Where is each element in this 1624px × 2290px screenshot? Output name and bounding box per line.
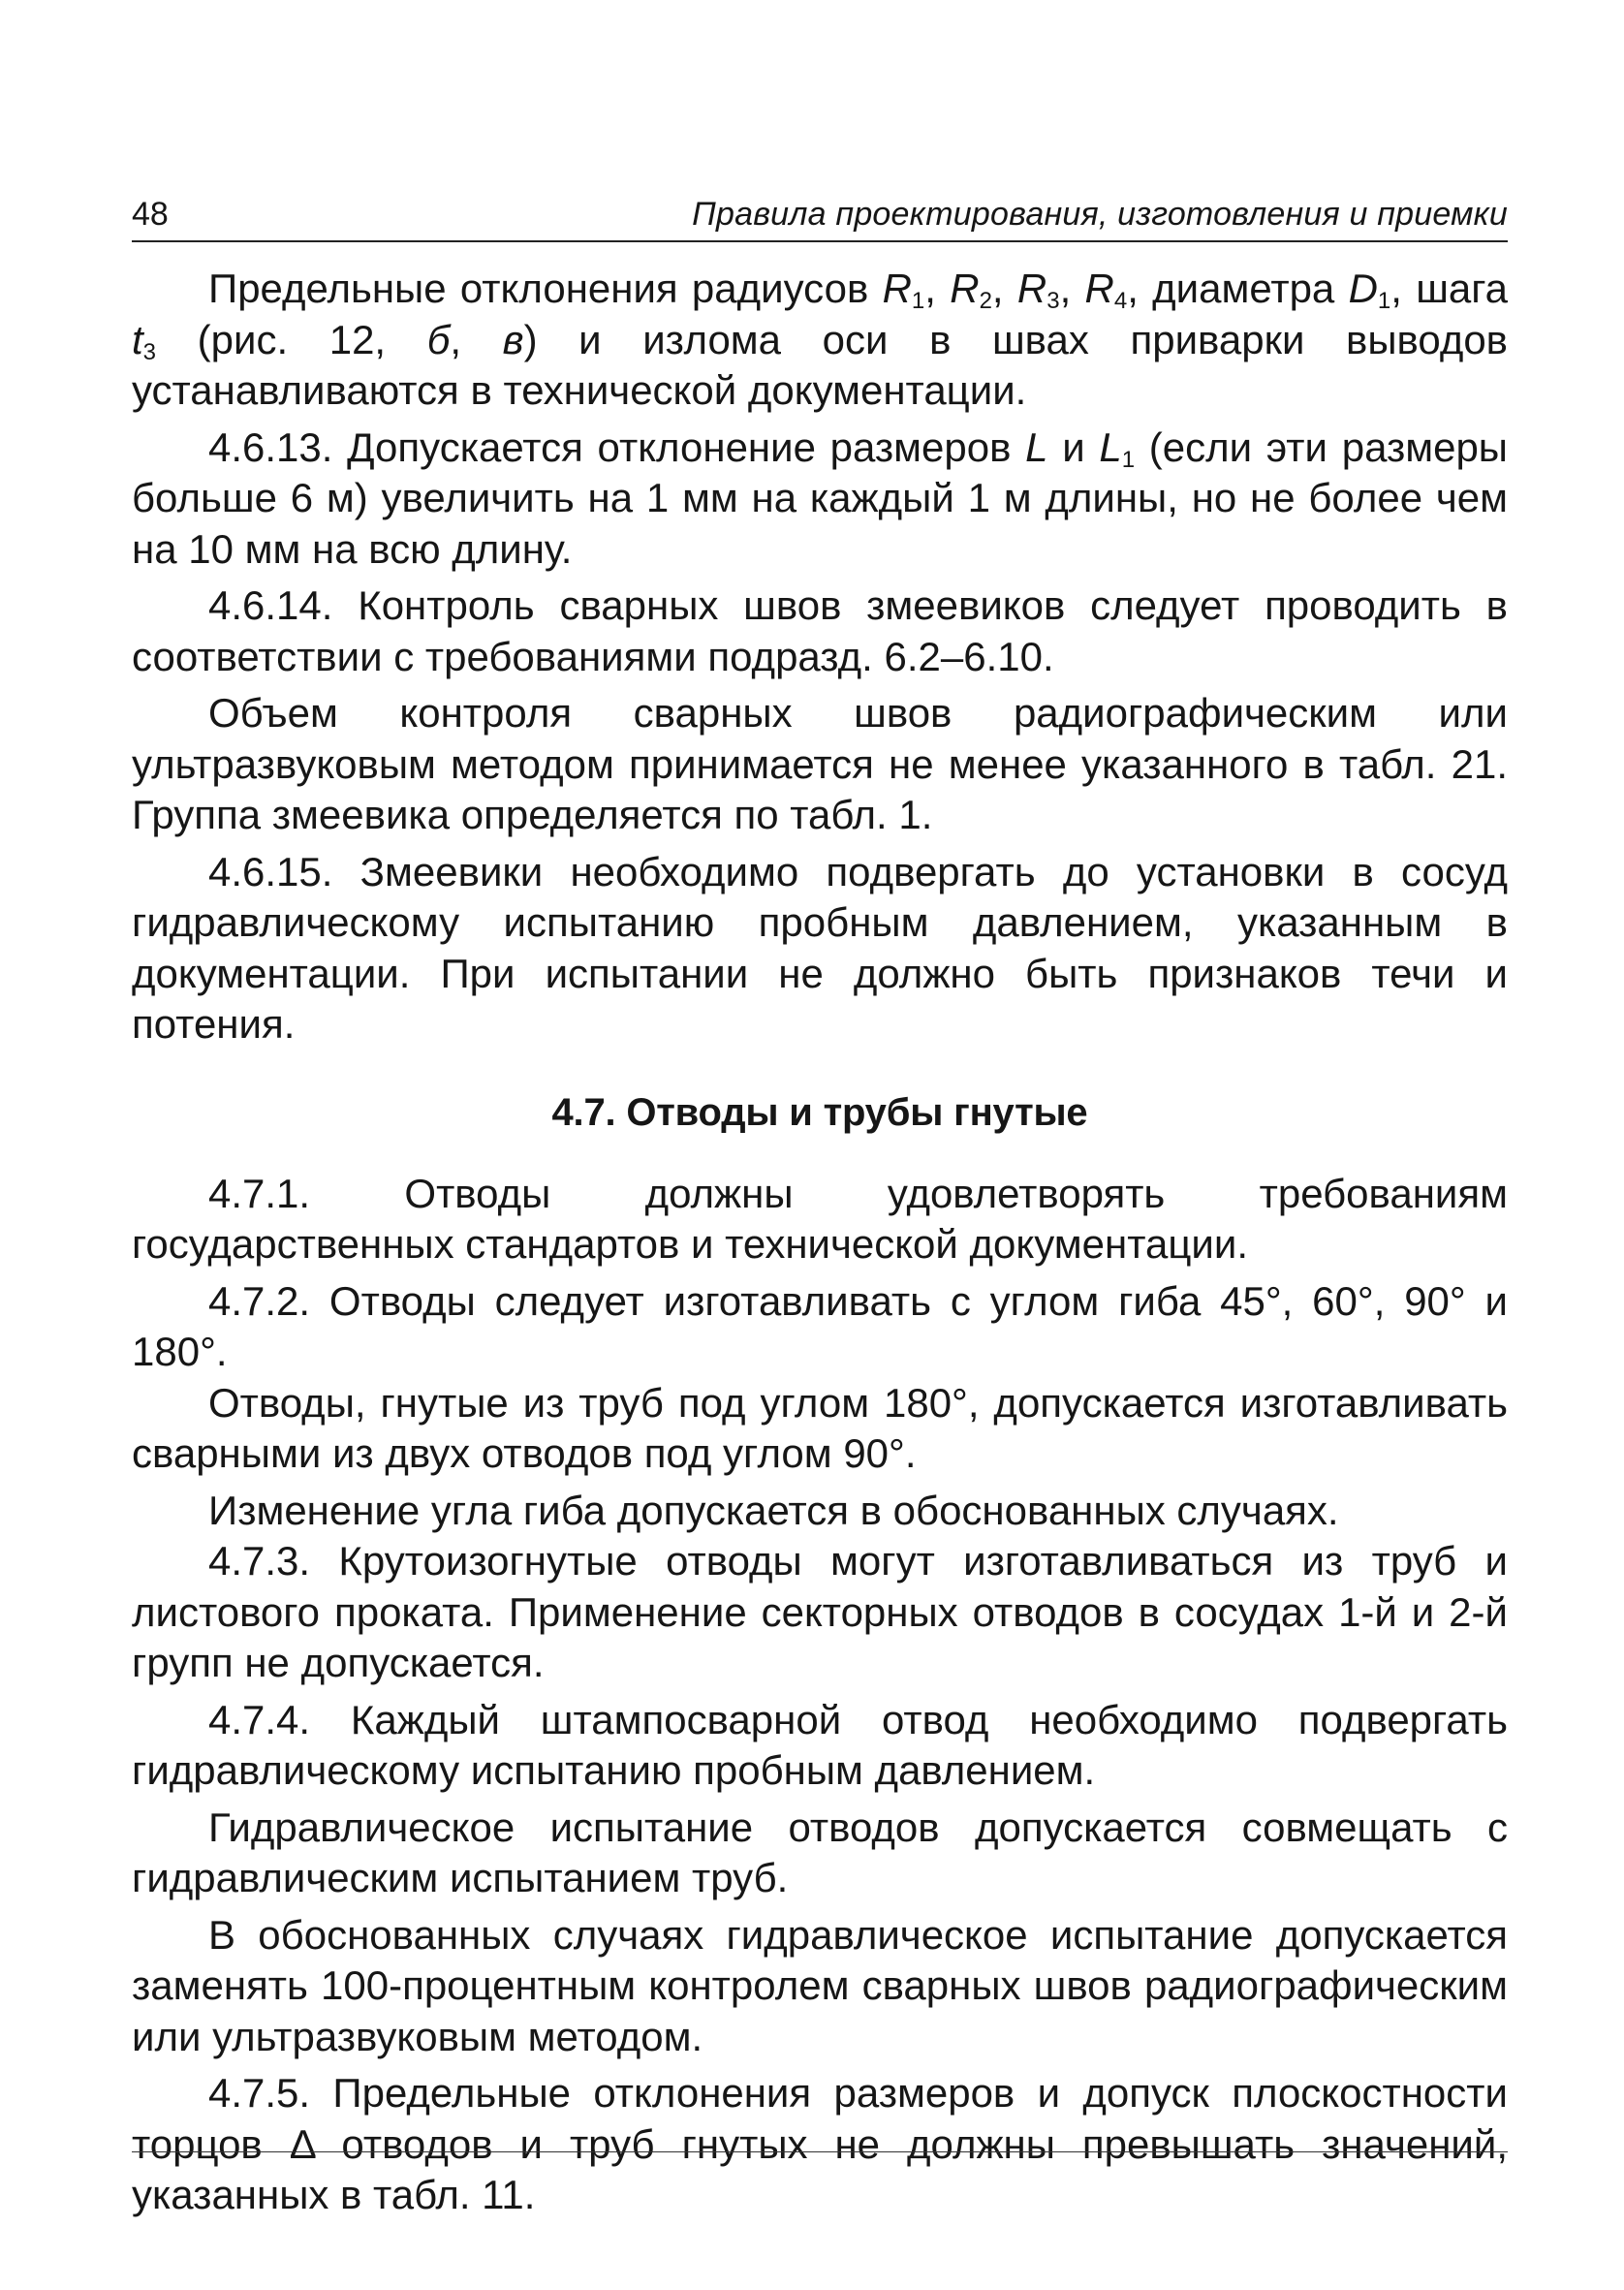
paragraph-4-6-14: 4.6.14. Контроль сварных швов змеевиков следует проводить в соответствии с требованиями подразд. 6.2–6.10.: [132, 582, 1508, 679]
paragraph-4-6-15: 4.6.15. Змеевики необходимо подвергать до установки в сосуд гидравлическому испытанию пробным давлением, указанным в документации. При испытании не должно быть признаков течи и потения.: [132, 848, 1508, 1047]
running-title: Правила проектирования, изготовления и приемки: [692, 196, 1508, 233]
page-content: [132, 264, 1508, 2227]
paragraph-4-7-2: 4.7.2. Отводы следует изготавливать с углом гиба 45°, 60°, 90° и 180°.: [132, 1277, 1508, 1374]
footer-rule: [132, 2151, 1508, 2152]
paragraph-4-7-5: 4.7.5. Предельные отклонения размеров и допуск плоскостности торцов Δ отводов и труб гнутых не должны превышать значений, указанных в табл. 11.: [132, 2070, 1508, 2217]
paragraph-4-7-4: 4.7.4. Каждый штампосварной отвод необходимо подвергать гидравлическому испытанию пробным давлением.: [132, 1696, 1508, 1793]
page-number: 48: [132, 196, 169, 233]
header-rule: [132, 240, 1508, 242]
paragraph-angle-change: Изменение угла гиба допускается в обоснованных случаях.: [208, 1487, 1339, 1533]
paragraph-4-7-1: 4.7.1. Отводы должны удовлетворять требованиям государственных стандартов и технической документации.: [132, 1170, 1508, 1267]
section-heading: 4.7. Отводы и трубы гнутые: [551, 1090, 1088, 1134]
paragraph-hydraulic-replace: В обоснованных случаях гидравлическое испытание допускается заменять 100-процентным контролем сварных швов радиографическим или ультразвуковым методом.: [132, 1911, 1508, 2059]
running-head: [132, 194, 1508, 235]
paragraph-hydraulic-combined: Гидравлическое испытание отводов допускается совмещать с гидравлическим испытанием труб.: [132, 1804, 1508, 1900]
paragraph-4-6-13: 4.6.13. Допускается отклонение размеров L и $L_1$ (если эти размеры больше 6 м) увеличить на 1 мм на каждый 1 м длины, но не более чем на 10 мм на всю длину.: [132, 423, 1508, 572]
paragraph-4-7-3: 4.7.3. Крутоизогнутые отводы могут изготавливаться из труб и листового проката. Применение секторных отводов в сосудах 1-й и 2-й групп не допускается.: [132, 1538, 1508, 1685]
paragraph-control-volume: Объем контроля сварных швов радиографическим или ультразвуковым методом принимается не менее указанного в табл. 21. Группа змеевика определяется по табл. 1.: [132, 690, 1508, 837]
paragraph-tolerances: Предельные отклонения радиусов $R_1$, $R_2$, $R_3$, $R_4$, диаметра $D_1$, шага $t_3$ (рис. 12, б, в) и излома оси в швах приварки выводов устанавливаются в технической документации.: [132, 266, 1509, 413]
paragraph-bends-180: Отводы, гнутые из труб под углом 180°, допускается изготавливать сварными из двух отводов под углом 90°.: [132, 1379, 1508, 1476]
